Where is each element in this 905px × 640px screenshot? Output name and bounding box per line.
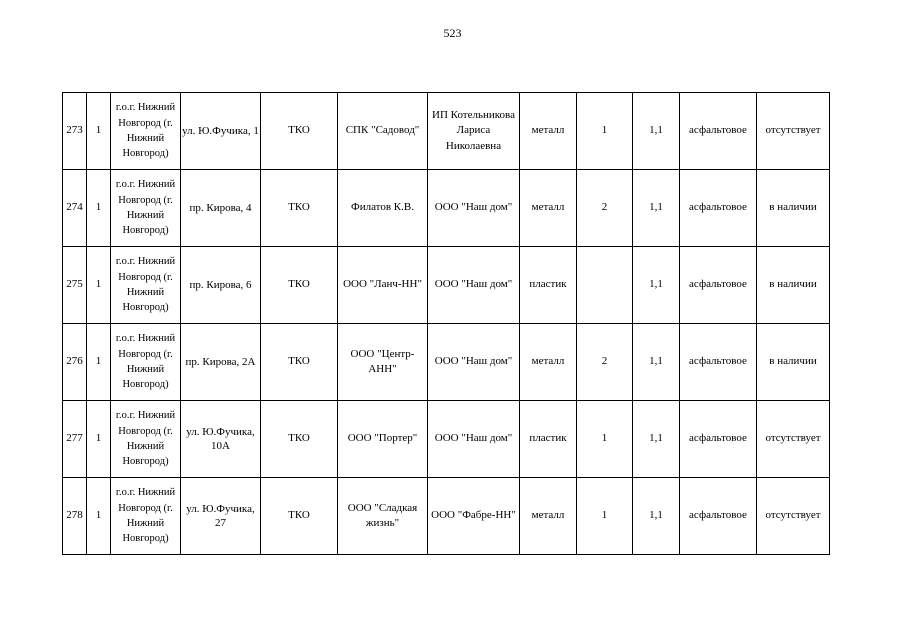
zone-cell: 1 <box>87 93 111 170</box>
fence-cell: в наличии <box>757 324 830 401</box>
district-cell: г.о.г. Нижний Новгород (г. Нижний Новгород) <box>111 170 181 247</box>
container-material-cell: пластик <box>520 401 577 478</box>
container-volume-cell: 1,1 <box>633 93 680 170</box>
table-row <box>63 247 830 324</box>
container-volume-cell: 1,1 <box>633 170 680 247</box>
container-material-cell: металл <box>520 170 577 247</box>
waste-type-cell: ТКО <box>261 478 338 555</box>
waste-type-cell: ТКО <box>261 170 338 247</box>
operator-cell: ООО "Наш дом" <box>428 401 520 478</box>
row-number-cell: 276 <box>63 324 87 401</box>
district-cell: г.о.г. Нижний Новгород (г. Нижний Новгород) <box>111 93 181 170</box>
surface-cell: асфальтовое <box>680 170 757 247</box>
address-cell: ул. Ю.Фучика, 27 <box>181 478 261 555</box>
container-volume-cell: 1,1 <box>633 247 680 324</box>
waste-sites-table <box>62 92 830 555</box>
surface-cell: асфальтовое <box>680 478 757 555</box>
address-cell: ул. Ю.Фучика, 10А <box>181 401 261 478</box>
owner-cell: Филатов К.В. <box>338 170 428 247</box>
district-cell: г.о.г. Нижний Новгород (г. Нижний Новгород) <box>111 324 181 401</box>
container-material-cell: металл <box>520 93 577 170</box>
fence-cell: отсутствует <box>757 478 830 555</box>
owner-cell: ООО "Сладкая жизнь" <box>338 478 428 555</box>
table-row <box>63 170 830 247</box>
operator-cell: ООО "Наш дом" <box>428 324 520 401</box>
container-count-cell: 1 <box>577 93 633 170</box>
surface-cell: асфальтовое <box>680 324 757 401</box>
operator-cell: ООО "Наш дом" <box>428 170 520 247</box>
table-row <box>63 478 830 555</box>
address-cell: пр. Кирова, 4 <box>181 170 261 247</box>
row-number-cell: 277 <box>63 401 87 478</box>
district-cell: г.о.г. Нижний Новгород (г. Нижний Новгород) <box>111 247 181 324</box>
owner-cell: ООО "Центр-АНН" <box>338 324 428 401</box>
surface-cell: асфальтовое <box>680 401 757 478</box>
zone-cell: 1 <box>87 478 111 555</box>
container-volume-cell: 1,1 <box>633 324 680 401</box>
waste-type-cell: ТКО <box>261 401 338 478</box>
waste-type-cell: ТКО <box>261 247 338 324</box>
owner-cell: ООО "Портер" <box>338 401 428 478</box>
container-volume-cell: 1,1 <box>633 401 680 478</box>
fence-cell: в наличии <box>757 247 830 324</box>
row-number-cell: 275 <box>63 247 87 324</box>
table-row <box>63 324 830 401</box>
waste-type-cell: ТКО <box>261 93 338 170</box>
row-number-cell: 274 <box>63 170 87 247</box>
container-count-cell <box>577 247 633 324</box>
page-number: 523 <box>443 26 462 40</box>
container-count-cell: 1 <box>577 478 633 555</box>
address-cell: ул. Ю.Фучика, 1 <box>181 93 261 170</box>
operator-cell: ООО "Фабре-НН" <box>428 478 520 555</box>
container-material-cell: металл <box>520 478 577 555</box>
table-row <box>63 401 830 478</box>
fence-cell: в наличии <box>757 170 830 247</box>
owner-cell: ООО "Ланч-НН" <box>338 247 428 324</box>
operator-cell: ИП Котельникова Лариса Николаевна <box>428 93 520 170</box>
operator-cell: ООО "Наш дом" <box>428 247 520 324</box>
container-count-cell: 1 <box>577 401 633 478</box>
zone-cell: 1 <box>87 170 111 247</box>
fence-cell: отсутствует <box>757 401 830 478</box>
container-count-cell: 2 <box>577 324 633 401</box>
owner-cell: СПК "Садовод" <box>338 93 428 170</box>
waste-type-cell: ТКО <box>261 324 338 401</box>
row-number-cell: 278 <box>63 478 87 555</box>
container-material-cell: металл <box>520 324 577 401</box>
district-cell: г.о.г. Нижний Новгород (г. Нижний Новгород) <box>111 401 181 478</box>
table-row <box>63 93 830 170</box>
container-material-cell: пластик <box>520 247 577 324</box>
row-number-cell: 273 <box>63 93 87 170</box>
address-cell: пр. Кирова, 2А <box>181 324 261 401</box>
container-count-cell: 2 <box>577 170 633 247</box>
surface-cell: асфальтовое <box>680 247 757 324</box>
address-cell: пр. Кирова, 6 <box>181 247 261 324</box>
container-volume-cell: 1,1 <box>633 478 680 555</box>
zone-cell: 1 <box>87 324 111 401</box>
zone-cell: 1 <box>87 401 111 478</box>
fence-cell: отсутствует <box>757 93 830 170</box>
district-cell: г.о.г. Нижний Новгород (г. Нижний Новгород) <box>111 478 181 555</box>
zone-cell: 1 <box>87 247 111 324</box>
surface-cell: асфальтовое <box>680 93 757 170</box>
